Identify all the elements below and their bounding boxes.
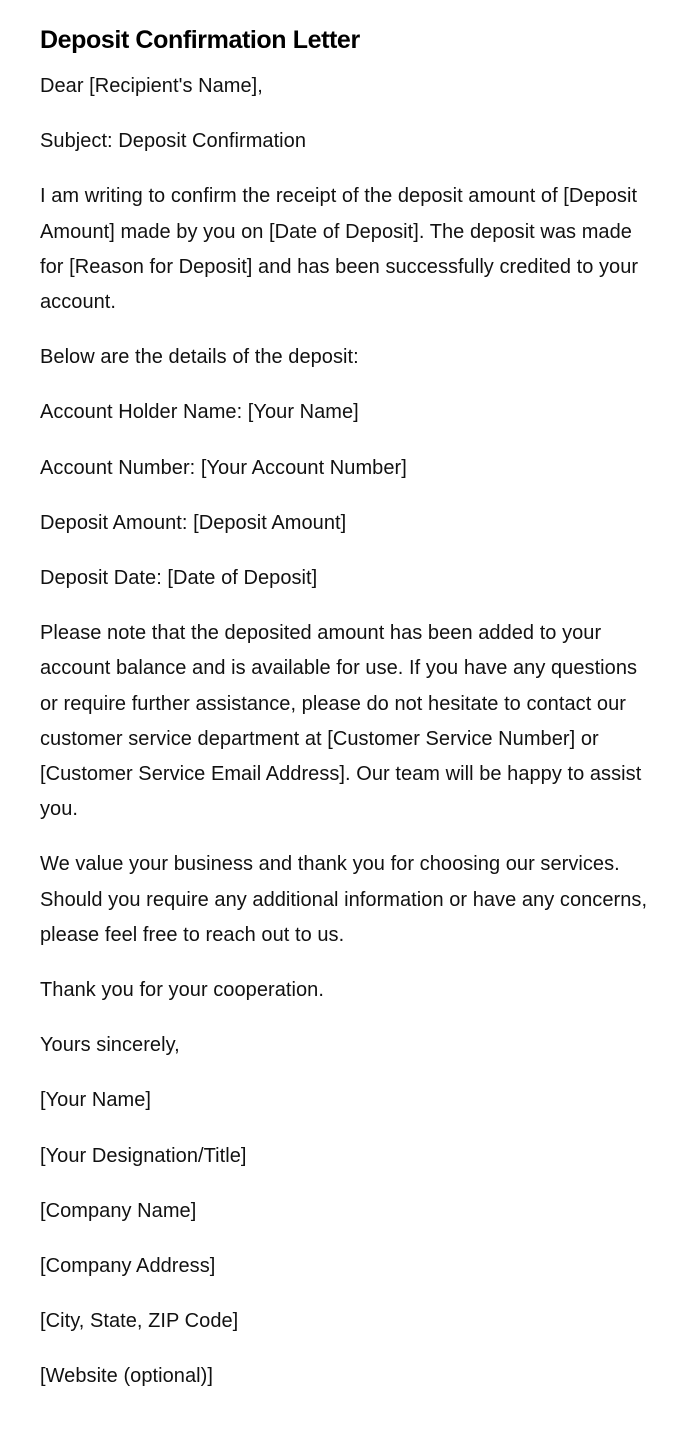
signature-website: [Website (optional)] xyxy=(40,1365,213,1388)
thanks-line: Thank you for your cooperation. xyxy=(40,979,324,1002)
signature-address: [Company Address] xyxy=(40,1255,216,1278)
salutation: Dear [Recipient's Name], xyxy=(40,75,263,97)
detail-deposit-date: Deposit Date: [Date of Deposit] xyxy=(40,567,318,590)
signature-city: [City, State, ZIP Code] xyxy=(40,1310,239,1333)
closing-line: Yours sincerely, xyxy=(40,1034,180,1057)
detail-account-holder: Account Holder Name: [Your Name] xyxy=(40,401,359,424)
details-intro: Below are the details of the deposit: xyxy=(40,346,359,369)
detail-account-number: Account Number: [Your Account Number] xyxy=(40,456,407,479)
signature-company: [Company Name] xyxy=(40,1199,197,1222)
note-paragraph: Please note that the deposited amount has been added to your account balance and is available for use. If you have any questions or require further assistance, please do not hesitate to contact our customer service department at [Customer Service Number] or [Customer Service Email Address]. Our team will be happy to assist you. xyxy=(40,622,642,821)
signature-name: [Your Name] xyxy=(40,1089,151,1112)
intro-paragraph: I am writing to confirm the receipt of the deposit amount of [Deposit Amount] made by you on [Date of Deposit]. The deposit was made for [Reason for Deposit] and has been successfully credited to your account. xyxy=(40,185,639,314)
detail-deposit-amount: Deposit Amount: [Deposit Amount] xyxy=(40,511,347,534)
subject-line: Subject: Deposit Confirmation xyxy=(40,130,307,153)
signature-title: [Your Designation/Title] xyxy=(40,1144,247,1167)
letter-document xyxy=(40,22,650,1415)
page-title: Deposit Confirmation Letter xyxy=(40,26,360,54)
value-paragraph: We value your business and thank you for choosing our services. Should you require any additional information or have any concerns, please feel free to reach out to us. xyxy=(40,853,648,946)
